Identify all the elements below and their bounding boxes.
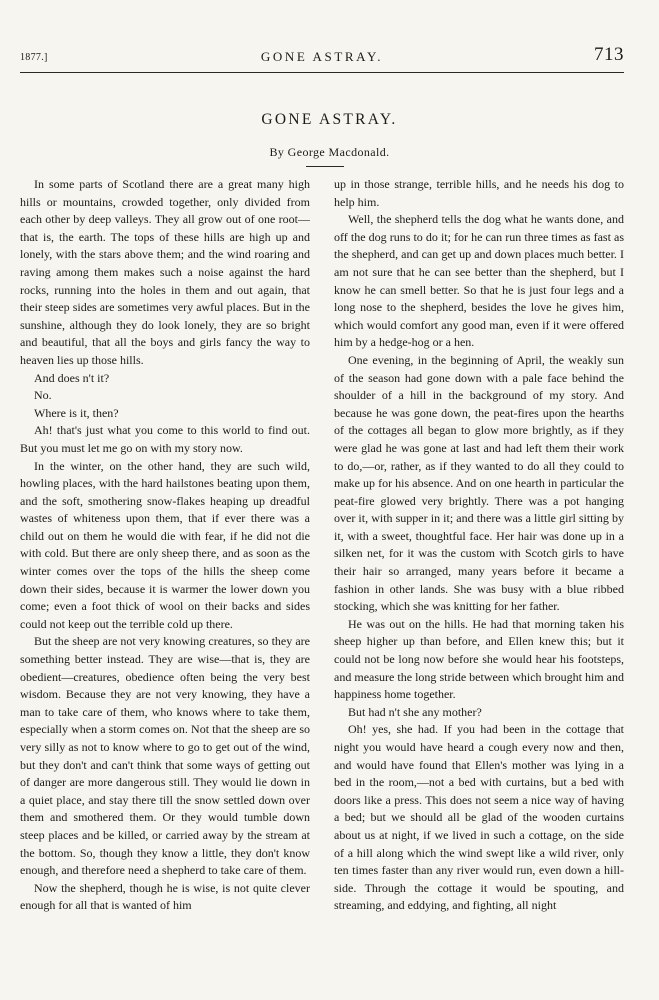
- left-column: [20, 176, 310, 966]
- paragraph: Now the shepherd, though he is wise, is not quite clever enough for all that is wanted of him: [20, 880, 310, 913]
- page-number: 713: [594, 44, 624, 65]
- running-head-title: GONE ASTRAY.: [260, 49, 384, 64]
- paragraph: Well, the shepherd tells the dog what he wants done, and off the dog runs to do it; for he can run three times as fast as the shepherd, and can get up and down places much better. I am not sure that he can see better than the shepherd, but I know he can smell better. So that he is just four legs and a long nose to the shepherd, besides the love he gives him, which would comfort any good man, even if it were offered him by a hedge-hog or a hen.: [334, 212, 624, 350]
- paragraph: Ah! that's just what you come to this world to find out. But you must let me go on with my story now.: [20, 423, 310, 455]
- article-title: GONE ASTRAY.: [261, 111, 398, 128]
- running-head: [20, 44, 624, 68]
- paragraph: up in those strange, terrible hills, and he needs his dog to help him.: [334, 177, 624, 209]
- lead-word: In: [34, 177, 44, 191]
- paragraph: In the winter, on the other hand, they are such wild, howling places, with the hard hailstones beating upon them, and the soft, smothering snow-flakes heaping up dreadful wastes of whiteness upon them, that if ever there was a child out on them he would die with fear, if he did not die with cold. But there are only sheep there, and as soon as the winter comes over the tops of the hills the sheep come down their sides, because it is warmer the lower down you come; even a foot thick of wool on their backs and sides could not keep out the terrible cold up there.: [20, 458, 310, 631]
- right-column: [334, 176, 624, 966]
- paragraph: And does n't it?: [34, 370, 110, 385]
- paragraph: No.: [34, 388, 52, 403]
- byline: By George Macdonald.: [269, 145, 390, 159]
- paragraph: But had n't she any mother?: [348, 704, 482, 719]
- header-rule: [20, 72, 624, 73]
- title-divider: [306, 166, 344, 167]
- running-head-year: 1877.]: [20, 52, 48, 63]
- paragraph: In some parts of Scotland there are a great many high hills or mountains, crowded together, only divided from each other by deep valleys. They all grow out of one root—that is, the earth. The tops of these hills are high up and lonely, with the stars above them; and the wind roaring and raving among them makes such a noise against the hard rocks, running into the holes in them and out again, that their steep sides are sometimes very awful places. But in the sunshine, although they do look lonely, they are so bright and beautiful, that all the boys and girls fancy the way to heaven lies up those hills.: [20, 177, 310, 367]
- paragraph: He was out on the hills. He had that morning taken his sheep higher up than before, and Ellen knew this; but it could not be long now before she would hear his footsteps, and measure the long stride between which brought him and happiness home together.: [334, 616, 624, 702]
- paragraph: Oh! yes, she had. If you had been in the cottage that night you would have heard a cough every now and then, and would have found that Ellen's mother was lying in a bed in the room,—not a bed with curtains, but a bed with doors like a press. This does not seem a nice way of having a bed; but we should all be glad of the wooden curtains about us at night, if we lived in such a cottage, on the side of a hill along which the wind swept like a wild river, only ten times faster than any river would run, even down a hill-side. Through the cottage it would be spouting, and streaming, and eddying, and fighting, all night: [334, 722, 624, 913]
- paragraph: One evening, in the beginning of April, the weakly sun of the season had gone down with a pale face behind the shoulder of a hill in the background of my story. And because he was gone down, the peat-fires upon the hearths of the cottages all began to glow more brightly, as if they were glad he was gone at last and had left them their work to do,—or, rather, as if they wanted to do all they could to make up for his absence. And on one hearth in particular the peat-fire glowed very brightly. There was a pot hanging over it, with supper in it; and there was a little girl sitting by it, with a sweet, thoughtful face. Her hair was done up in a silken net, for it was the custom with Scotch girls to have their hair so arranged, many years before it became a fashion in other lands. She was busy with a blue ribbed stocking, which she was knitting for her father.: [334, 352, 624, 614]
- paragraph: Where is it, then?: [34, 405, 119, 420]
- paragraph: But the sheep are not very knowing creatures, so they are something better instead. They are wise—that is, they are obedient—creatures, obedience often being the very best wisdom. Because they are not very knowing, they have a man to take care of them, who knows where to take them, especially when a storm comes on. Not that the sheep are so very silly as not to know where to go to get out of the wind, but they don't and can't think that some ways of getting out of danger are more dangerous still. They would lie down in a quiet place, and stay there till the snow settled down over them and smothered them. Or they would tumble down steep places and be killed, or carried away by the stream at the bottom. So, though they know a little, they don't know enough, and therefore need a shepherd to take care of them.: [20, 634, 310, 878]
